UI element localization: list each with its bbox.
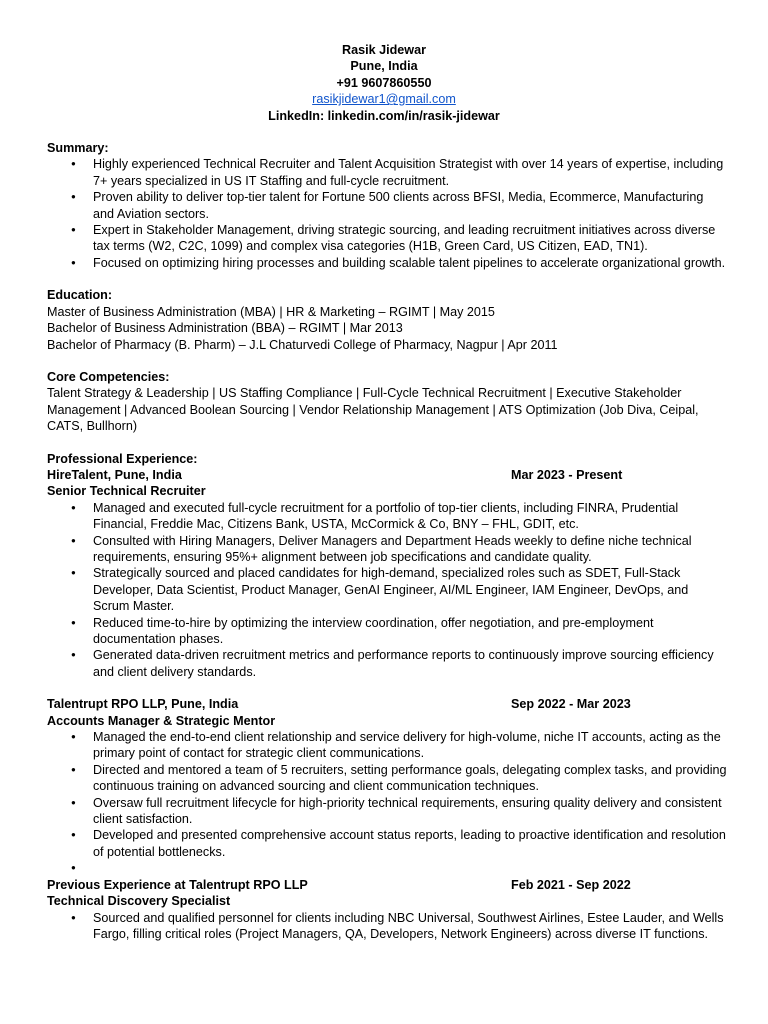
education-section — [47, 287, 727, 353]
job-entry — [47, 877, 727, 943]
list-item-empty — [93, 860, 727, 876]
experience-section — [47, 451, 727, 943]
list-item: ● Generated data-driven recruitment metrics and performance reports to continuously improve sourcing efficiency and client delivery standards. — [93, 647, 727, 680]
education-line: Bachelor of Pharmacy (B. Pharm) – J.L Chaturvedi College of Pharmacy, Nagpur | Apr 2011 — [47, 337, 558, 352]
list-item: ● Managed the end-to-end client relationship and service delivery for high-volume, niche IT accounts, acting as the primary point of contact for strategic client communications. — [93, 729, 727, 762]
job-bullets — [47, 910, 727, 943]
list-item: ● Oversaw full recruitment lifecycle for high-priority technical requirements, ensuring quality delivery and consistent client satisfaction. — [93, 795, 727, 828]
list-item: ● Expert in Stakeholder Management, driving strategic sourcing, and leading recruitment initiatives across diverse tax terms (W2, C2C, 1099) and complex visa categories (H1B, Green Card, US Citizen, EAD, TN1). — [93, 222, 727, 255]
list-item: ● Managed and executed full-cycle recruitment for a portfolio of top-tier clients, including FINRA, Prudential Financial, Freddie Mac, Citizens Bank, USTA, McCormick & Co, BNY – FHL, GDIT, etc. — [93, 500, 727, 533]
summary-section — [47, 140, 727, 271]
job-role: Accounts Manager & Strategic Mentor — [47, 713, 276, 728]
list-item: ● Strategically sourced and placed candidates for high-demand, specialized roles such as SDET, Full-Stack Developer, Data Scientist, Product Manager, GenAI Engineer, AI/ML Engineer, IAM Engineer, DevOps, and Scrum Master. — [93, 565, 727, 614]
education-line: Master of Business Administration (MBA) | HR & Marketing – RGIMT | May 2015 — [47, 304, 495, 319]
job-dates: Mar 2023 - Present — [511, 467, 623, 482]
job-dates: Sep 2022 - Mar 2023 — [511, 697, 631, 712]
job-organization: Talentrupt RPO LLP, Pune, India — [47, 697, 239, 712]
job-entry — [47, 696, 727, 876]
candidate-phone: +91 9607860550 — [336, 75, 432, 90]
job-bullets — [47, 729, 727, 877]
section-title-education: Education: — [47, 288, 113, 303]
job-bullets — [47, 500, 727, 680]
list-item: ● Focused on optimizing hiring processes and building scalable talent pipelines to accelerate organizational growth. — [93, 255, 727, 271]
competencies-text: Talent Strategy & Leadership | US Staffing Compliance | Full-Cycle Technical Recruitment | Executive Stakeholder Management | Advanced Boolean Sourcing | Vendor Relationship Management | ATS Optimization (Job Diva, Ceipal, CATS, Bullhorn) — [47, 386, 699, 434]
section-title-experience: Professional Experience: — [47, 451, 198, 466]
job-entry — [47, 467, 727, 680]
candidate-name: Rasik Jidewar — [341, 43, 426, 57]
job-organization: HireTalent, Pune, India — [47, 467, 182, 482]
job-dates: Feb 2021 - Sep 2022 — [511, 877, 631, 892]
list-item: ● Highly experienced Technical Recruiter and Talent Acquisition Strategist with over 14 years of expertise, including 7+ years specialized in US IT Staffing and full-cycle recruitment. — [93, 156, 727, 189]
list-item: ● Consulted with Hiring Managers, Deliver Managers and Department Heads weekly to define niche technical requirements, ensuring 95%+ alignment between job specifications and candidate quality. — [93, 533, 727, 566]
list-item: ● Sourced and qualified personnel for clients including NBC Universal, Southwest Airlines, Estee Lauder, and Wells Fargo, filling critical roles (Project Managers, QA, Developers, Network Engineers) across diverse IT functions. — [93, 910, 727, 943]
summary-list — [47, 156, 727, 271]
job-role: Senior Technical Recruiter — [47, 484, 206, 499]
resume-header — [47, 42, 721, 124]
resume-page — [47, 42, 727, 942]
linkedin-line: LinkedIn: linkedin.com/in/rasik-jidewar — [268, 108, 500, 123]
job-organization: Previous Experience at Talentrupt RPO LLP — [47, 877, 308, 892]
candidate-location: Pune, India — [350, 59, 418, 74]
list-item: ● Proven ability to deliver top-tier talent for Fortune 500 clients across BFSI, Media, Ecommerce, Manufacturing and Aviation sectors. — [93, 189, 727, 222]
competencies-section — [47, 369, 727, 435]
email-link[interactable]: rasikjidewar1@gmail.com — [312, 92, 456, 107]
list-item: ● Developed and presented comprehensive account status reports, leading to proactive identification and resolution of potential bottlenecks. — [93, 827, 727, 860]
job-role: Technical Discovery Specialist — [47, 894, 231, 909]
section-title-summary: Summary: — [47, 141, 109, 156]
list-item: ● Reduced time-to-hire by optimizing the interview coordination, offer negotiation, and pre-employment documentation phases. — [93, 615, 727, 648]
education-line: Bachelor of Business Administration (BBA) – RGIMT | Mar 2013 — [47, 321, 403, 336]
section-title-competencies: Core Competencies: — [47, 369, 170, 384]
list-item: ● Directed and mentored a team of 5 recruiters, setting performance goals, delegating complex tasks, and providing continuous training on advanced sourcing and client communication techniques. — [93, 762, 727, 795]
